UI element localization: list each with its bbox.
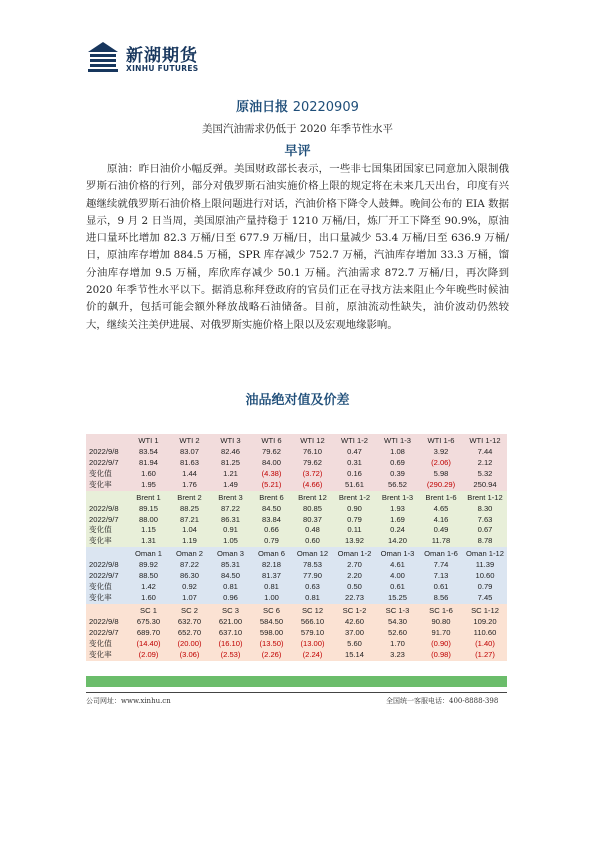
- table-header-cell: Oman 1-3: [376, 547, 419, 560]
- table-cell: 7.44: [463, 447, 507, 458]
- table-header-cell: SC 1-6: [419, 604, 463, 617]
- table-row: [86, 504, 507, 515]
- table-cell: 89.15: [128, 504, 169, 515]
- table-header-cell: SC 2: [169, 604, 210, 617]
- morning-review-heading: 早评: [284, 144, 311, 159]
- table-cell: 0.92: [169, 582, 210, 593]
- table-cell: 4.61: [376, 560, 419, 571]
- table-header-cell: SC 1-2: [333, 604, 376, 617]
- table-header-cell: Brent 12: [292, 491, 333, 504]
- table-row-label: 变化值: [86, 582, 128, 593]
- table-cell: 90.80: [419, 617, 463, 628]
- table-cell: 8.56: [419, 593, 463, 604]
- table-header-cell: Brent 1-3: [376, 491, 419, 504]
- table-bottom-bar: [86, 676, 507, 687]
- table-cell: 83.84: [251, 515, 292, 526]
- table-cell: 250.94: [463, 480, 507, 491]
- table-cell: 82.18: [251, 560, 292, 571]
- table-header-cell: Brent 1-6: [419, 491, 463, 504]
- table-row: [86, 593, 507, 604]
- table-cell: (1.27): [463, 650, 507, 661]
- table-header-cell: Oman 2: [169, 547, 210, 560]
- table-cell: 0.79: [333, 515, 376, 526]
- table-cell: 80.37: [292, 515, 333, 526]
- table-header-cell: SC 1-12: [463, 604, 507, 617]
- table-cell: (14.40): [128, 639, 169, 650]
- table-row: [86, 515, 507, 526]
- table-cell: 2.70: [333, 560, 376, 571]
- table-header-cell: Oman 6: [251, 547, 292, 560]
- table-cell: 1.69: [376, 515, 419, 526]
- table-cell: 86.30: [169, 571, 210, 582]
- table-cell: 87.22: [169, 560, 210, 571]
- table-cell: 81.25: [210, 458, 251, 469]
- table-header-cell: Brent 1-12: [463, 491, 507, 504]
- table-cell: 11.78: [419, 536, 463, 547]
- table-cell: 0.63: [292, 582, 333, 593]
- table-cell: 10.60: [463, 571, 507, 582]
- table-row: [86, 628, 507, 639]
- table-cell: 4.00: [376, 571, 419, 582]
- table-cell: 1.60: [128, 469, 169, 480]
- table-header-blank: [86, 434, 128, 447]
- table-cell: (2.06): [419, 458, 463, 469]
- table-cell: (1.40): [463, 639, 507, 650]
- table-cell: (290.29): [419, 480, 463, 491]
- table-cell: 0.61: [419, 582, 463, 593]
- report-date: 20220909: [292, 100, 359, 115]
- table-cell: 4.16: [419, 515, 463, 526]
- table-header-cell: WTI 1-3: [376, 434, 419, 447]
- table-cell: (20.00): [169, 639, 210, 650]
- table-cell: (3.06): [169, 650, 210, 661]
- table-cell: (3.72): [292, 469, 333, 480]
- table-cell: 5.32: [463, 469, 507, 480]
- table-cell: 8.30: [463, 504, 507, 515]
- table-header-cell: Oman 1-6: [419, 547, 463, 560]
- table-header-cell: SC 1: [128, 604, 169, 617]
- table-cell: 1.44: [169, 469, 210, 480]
- table-row-label: 变化率: [86, 536, 128, 547]
- table-row: [86, 639, 507, 650]
- table-row: [86, 560, 507, 571]
- table-cell: 1.49: [210, 480, 251, 491]
- brand-name-cn: 新湖期货: [126, 46, 198, 66]
- table-cell: 0.48: [292, 525, 333, 536]
- table-cell: 7.13: [419, 571, 463, 582]
- table-cell: 632.70: [169, 617, 210, 628]
- table-row-label: 2022/9/8: [86, 560, 128, 571]
- table-cell: 1.21: [210, 469, 251, 480]
- table-cell: 579.10: [292, 628, 333, 639]
- table-cell: (2.24): [292, 650, 333, 661]
- report-title-text: 原油日报: [236, 100, 289, 115]
- table-cell: 0.69: [376, 458, 419, 469]
- table-header-cell: SC 6: [251, 604, 292, 617]
- table-cell: 91.70: [419, 628, 463, 639]
- customer-hotline: 全国统一客服电话：400-8888-398: [386, 697, 499, 705]
- table-header-cell: Brent 1-2: [333, 491, 376, 504]
- report-subtitle: 美国汽油需求仍低于 2020 年季节性水平: [202, 123, 393, 135]
- table-row: [86, 617, 507, 628]
- table-cell: 15.25: [376, 593, 419, 604]
- table-cell: 1.07: [169, 593, 210, 604]
- table-row: [86, 458, 507, 469]
- table-cell: 87.22: [210, 504, 251, 515]
- table-header-cell: WTI 1: [128, 434, 169, 447]
- table-cell: 1.00: [251, 593, 292, 604]
- table-cell: 22.73: [333, 593, 376, 604]
- table-cell: 0.79: [463, 582, 507, 593]
- table-cell: (13.50): [251, 639, 292, 650]
- table-header-cell: WTI 3: [210, 434, 251, 447]
- table-cell: (4.38): [251, 469, 292, 480]
- table-cell: 584.50: [251, 617, 292, 628]
- table-header-cell: Brent 2: [169, 491, 210, 504]
- table-cell: 7.45: [463, 593, 507, 604]
- table-header-blank: [86, 547, 128, 560]
- table-cell: 0.60: [292, 536, 333, 547]
- table-header-cell: SC 3: [210, 604, 251, 617]
- table-cell: 0.90: [333, 504, 376, 515]
- table-cell: 0.24: [376, 525, 419, 536]
- table-cell: 3.23: [376, 650, 419, 661]
- table-cell: (2.26): [251, 650, 292, 661]
- table-row-label: 变化率: [86, 650, 128, 661]
- table-cell: 8.78: [463, 536, 507, 547]
- table-cell: 5.98: [419, 469, 463, 480]
- table-cell: 85.31: [210, 560, 251, 571]
- table-row-label: 2022/9/8: [86, 504, 128, 515]
- table-header-cell: Oman 1-2: [333, 547, 376, 560]
- table-cell: 84.00: [251, 458, 292, 469]
- table-cell: 87.21: [169, 515, 210, 526]
- table-row-label: 2022/9/7: [86, 628, 128, 639]
- table-row-label: 变化值: [86, 469, 128, 480]
- table-cell: 1.93: [376, 504, 419, 515]
- table-header-cell: Brent 6: [251, 491, 292, 504]
- table-cell: 7.63: [463, 515, 507, 526]
- table-cell: 83.07: [169, 447, 210, 458]
- table-cell: 2.12: [463, 458, 507, 469]
- table-cell: 82.46: [210, 447, 251, 458]
- table-cell: 81.94: [128, 458, 169, 469]
- table-cell: 0.81: [251, 582, 292, 593]
- table-row: [86, 650, 507, 661]
- table-cell: 88.25: [169, 504, 210, 515]
- table-header-row-oman: [86, 547, 507, 560]
- table-header-cell: Brent 3: [210, 491, 251, 504]
- table-cell: 0.81: [210, 582, 251, 593]
- table-header-blank: [86, 604, 128, 617]
- table-cell: 15.14: [333, 650, 376, 661]
- table-cell: 1.42: [128, 582, 169, 593]
- table-cell: 88.50: [128, 571, 169, 582]
- table-cell: 81.63: [169, 458, 210, 469]
- table-cell: (4.66): [292, 480, 333, 491]
- table-cell: 3.92: [419, 447, 463, 458]
- table-header-cell: Oman 12: [292, 547, 333, 560]
- table-cell: 675.30: [128, 617, 169, 628]
- table-cell: 1.70: [376, 639, 419, 650]
- table-header-cell: WTI 6: [251, 434, 292, 447]
- table-cell: 37.00: [333, 628, 376, 639]
- table-cell: 5.60: [333, 639, 376, 650]
- table-cell: 79.62: [251, 447, 292, 458]
- table-cell: 79.62: [292, 458, 333, 469]
- table-cell: 0.91: [210, 525, 251, 536]
- table-row-label: 2022/9/8: [86, 447, 128, 458]
- table-cell: 84.50: [251, 504, 292, 515]
- table-cell: 689.70: [128, 628, 169, 639]
- table-cell: 86.31: [210, 515, 251, 526]
- table-cell: 51.61: [333, 480, 376, 491]
- table-header-cell: Brent 1: [128, 491, 169, 504]
- table-cell: 1.15: [128, 525, 169, 536]
- table-cell: 13.92: [333, 536, 376, 547]
- table-row-label: 2022/9/7: [86, 571, 128, 582]
- oil-price-table: [86, 434, 507, 661]
- table-cell: 0.61: [376, 582, 419, 593]
- table-row: [86, 447, 507, 458]
- table-cell: 0.39: [376, 469, 419, 480]
- table-row-label: 变化率: [86, 480, 128, 491]
- table-row-label: 2022/9/7: [86, 458, 128, 469]
- table-cell: 1.95: [128, 480, 169, 491]
- table-cell: 110.60: [463, 628, 507, 639]
- table-cell: (2.53): [210, 650, 251, 661]
- table-cell: 598.00: [251, 628, 292, 639]
- price-table-heading: 油品绝对值及价差: [245, 393, 350, 408]
- table-cell: 1.31: [128, 536, 169, 547]
- table-cell: (0.98): [419, 650, 463, 661]
- table-row-label: 2022/9/7: [86, 515, 128, 526]
- table-header-cell: WTI 2: [169, 434, 210, 447]
- table-cell: 1.04: [169, 525, 210, 536]
- table-row: [86, 480, 507, 491]
- table-row-label: 变化率: [86, 593, 128, 604]
- table-cell: 0.66: [251, 525, 292, 536]
- table-row: [86, 525, 507, 536]
- brand-name-en: XINHU FUTURES: [126, 64, 199, 73]
- table-cell: 11.39: [463, 560, 507, 571]
- table-cell: (5.21): [251, 480, 292, 491]
- table-header-row-brent: [86, 491, 507, 504]
- table-cell: 0.47: [333, 447, 376, 458]
- table-header-cell: WTI 1-2: [333, 434, 376, 447]
- table-header-cell: SC 12: [292, 604, 333, 617]
- table-row-label: 变化值: [86, 639, 128, 650]
- table-cell: 1.05: [210, 536, 251, 547]
- table-cell: 0.79: [251, 536, 292, 547]
- xinhu-logo-icon: [86, 40, 120, 74]
- table-cell: (2.09): [128, 650, 169, 661]
- table-row-label: 变化值: [86, 525, 128, 536]
- table-cell: 77.90: [292, 571, 333, 582]
- table-header-row-wti: [86, 434, 507, 447]
- table-header-cell: WTI 1-6: [419, 434, 463, 447]
- table-cell: 14.20: [376, 536, 419, 547]
- table-cell: 88.00: [128, 515, 169, 526]
- table-header-cell: Oman 3: [210, 547, 251, 560]
- table-cell: 0.16: [333, 469, 376, 480]
- table-cell: 54.30: [376, 617, 419, 628]
- table-cell: 2.20: [333, 571, 376, 582]
- table-cell: (13.00): [292, 639, 333, 650]
- company-logo: [86, 38, 236, 78]
- morning-review-paragraph: 原油：昨日油价小幅反弹。美国财政部长表示，一些非七国集团国家已同意加入限制俄罗斯石油价格的行列，部分对俄罗斯石油实施价格上限的规定将在未来几天出台，印度有兴趣继续就俄罗斯石油价格上限问题进行对话，汽油价格下降令人鼓舞。晚间公布的 EIA 数据显示，9 月 2 日当周，美国原油产量持稳于 1210 万桶/日，炼厂开工下降至 90.9%，原油进口量环比增加 82.3 万桶/日至 677.9 万桶/日，出口量减少 53.4 万桶/日至 636.9 万桶/日，原油库存增加 884.5 万桶，SPR 库存减少 752.7 万桶，汽油库存增加 33.3 万桶，馏分油库存增加 9.5 万桶，库欣库存减少 50.1 万桶。汽油需求 872.7 万桶/日，再次降到 2020 年季节性水平以下。据消息称拜登政府的官员们正在寻找方法来阻止今年晚些时候油价的飙升，包括可能会额外释放战略石油储备。目前，原油流动性缺失，油价波动仍然较大，继续关注美伊进展、对俄罗斯实施价格上限以及宏观地缘影响。: [86, 163, 509, 331]
- table-row: [86, 571, 507, 582]
- table-cell: 83.54: [128, 447, 169, 458]
- table-cell: 0.50: [333, 582, 376, 593]
- table-cell: 56.52: [376, 480, 419, 491]
- table-cell: 0.49: [419, 525, 463, 536]
- table-cell: 76.10: [292, 447, 333, 458]
- footer-divider: [86, 692, 507, 693]
- table-cell: 109.20: [463, 617, 507, 628]
- table-row-label: 2022/9/8: [86, 617, 128, 628]
- table-cell: 80.85: [292, 504, 333, 515]
- table-cell: 7.74: [419, 560, 463, 571]
- table-cell: 1.60: [128, 593, 169, 604]
- table-header-cell: WTI 1-12: [463, 434, 507, 447]
- table-header-cell: SC 1-3: [376, 604, 419, 617]
- table-cell: 84.50: [210, 571, 251, 582]
- table-header-cell: Oman 1-12: [463, 547, 507, 560]
- table-cell: 1.08: [376, 447, 419, 458]
- report-title: [0, 96, 595, 115]
- company-website: 公司网址：www.xinhu.cn: [86, 697, 171, 705]
- table-cell: 652.70: [169, 628, 210, 639]
- table-cell: 78.53: [292, 560, 333, 571]
- table-cell: 621.00: [210, 617, 251, 628]
- table-cell: 42.60: [333, 617, 376, 628]
- table-cell: 81.37: [251, 571, 292, 582]
- table-cell: 566.10: [292, 617, 333, 628]
- table-row: [86, 582, 507, 593]
- table-cell: 4.65: [419, 504, 463, 515]
- table-header-blank: [86, 491, 128, 504]
- table-cell: 0.67: [463, 525, 507, 536]
- table-header-cell: Oman 1: [128, 547, 169, 560]
- table-cell: 0.96: [210, 593, 251, 604]
- table-cell: 1.76: [169, 480, 210, 491]
- table-cell: (0.90): [419, 639, 463, 650]
- table-header-cell: WTI 12: [292, 434, 333, 447]
- table-cell: 0.11: [333, 525, 376, 536]
- table-cell: (16.10): [210, 639, 251, 650]
- table-row: [86, 469, 507, 480]
- table-cell: 0.81: [292, 593, 333, 604]
- table-cell: 0.31: [333, 458, 376, 469]
- table-cell: 89.92: [128, 560, 169, 571]
- table-header-row-sc: [86, 604, 507, 617]
- table-row: [86, 536, 507, 547]
- table-cell: 52.60: [376, 628, 419, 639]
- table-cell: 637.10: [210, 628, 251, 639]
- table-cell: 1.19: [169, 536, 210, 547]
